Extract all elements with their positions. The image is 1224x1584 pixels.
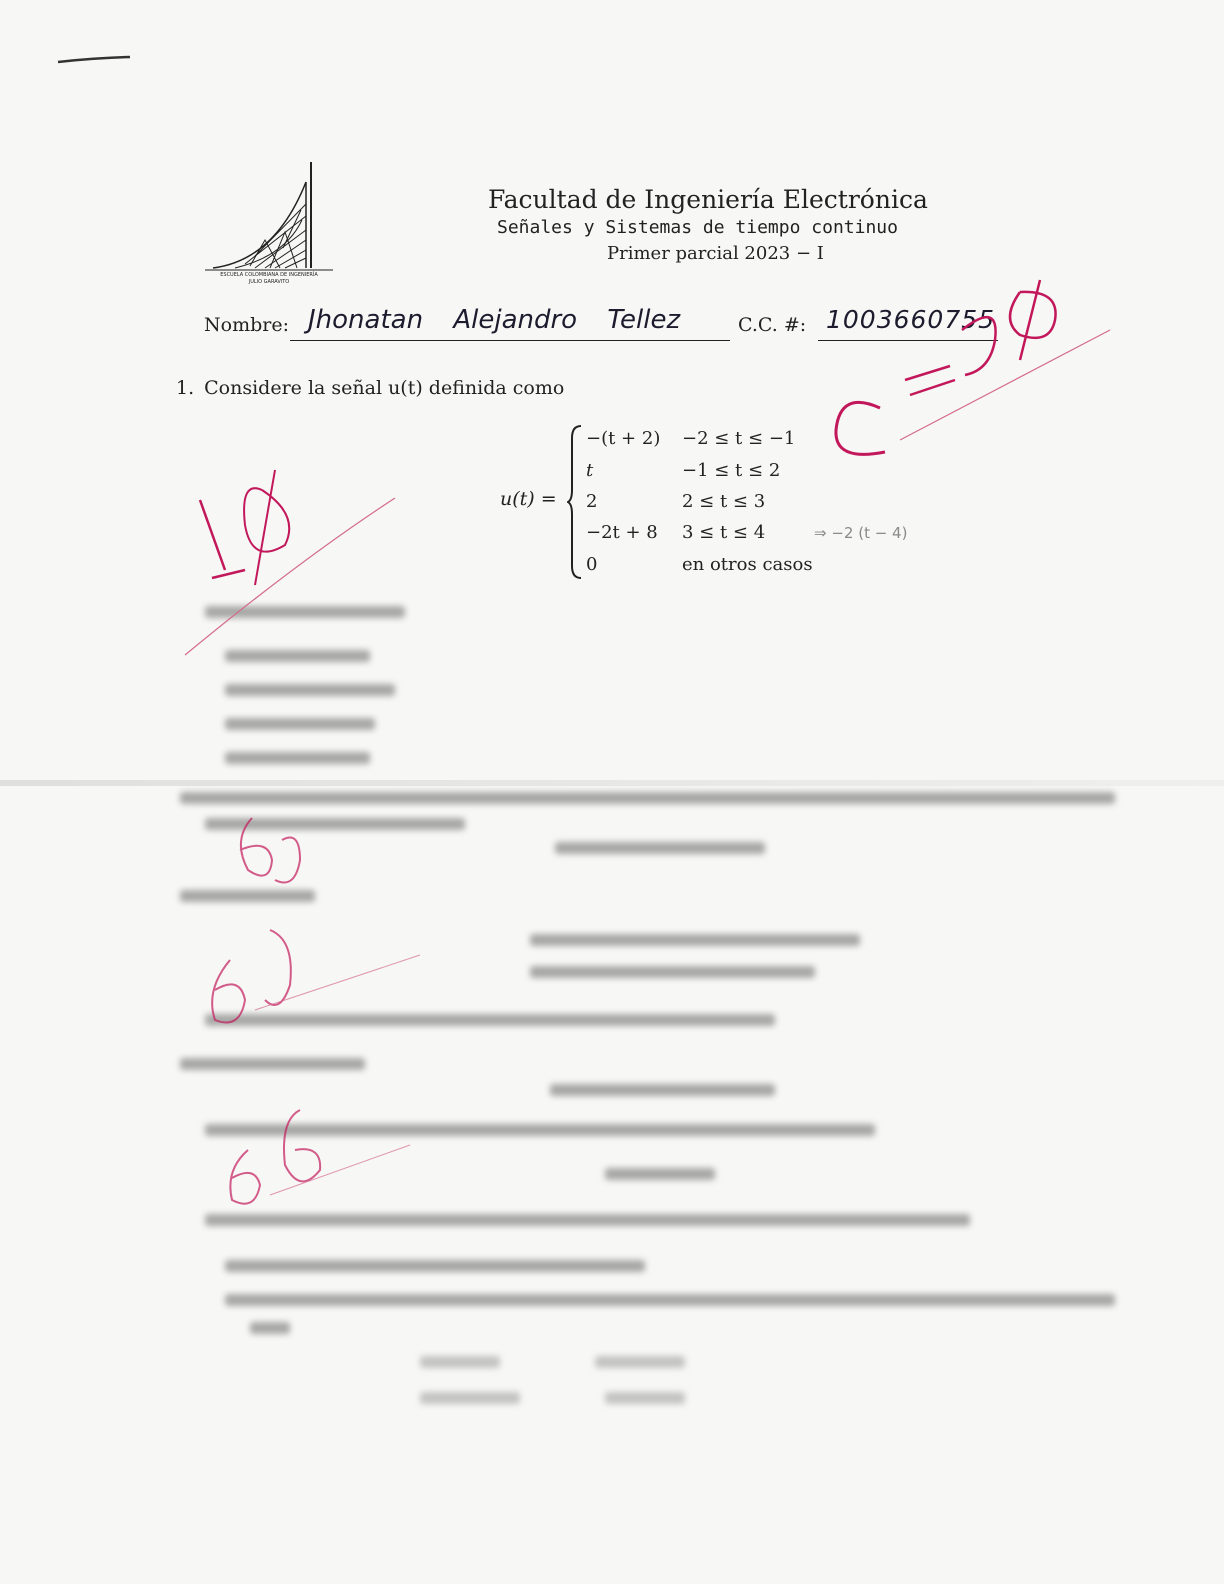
logo-text-line2: JULIO GARAVITO: [248, 279, 290, 285]
case-cond-4: 3 ≤ t ≤ 4: [682, 522, 766, 543]
case-expr-4: −2t + 8: [586, 522, 658, 543]
case-expr-2: t: [586, 460, 594, 481]
case-expr-1: −(t + 2): [586, 428, 661, 449]
pen-dash: [58, 57, 130, 62]
name-label: Nombre:: [204, 314, 289, 336]
student-name: Jhonatan Alejandro Tellez: [308, 305, 681, 335]
q3-grade-mark: [212, 930, 291, 1023]
grade-digit-mark: [962, 317, 996, 375]
equals-mark: [905, 366, 955, 395]
case-cond-1: −2 ≤ t ≤ −1: [682, 428, 796, 449]
q2-grade-mark: [240, 818, 300, 883]
id-label: C.C. #:: [738, 314, 807, 336]
student-id: 1003660755: [826, 305, 996, 334]
logo-text-line1: ESCUELA COLOMBIANA DE INGENIERÍA: [220, 272, 318, 278]
handwritten-note: ⇒ −2 (t − 4): [814, 524, 908, 542]
q3-slash: [255, 955, 420, 1010]
q1-grade-zero: [244, 470, 289, 585]
course-subtitle: Señales y Sistemas de tiempo continuo: [497, 217, 898, 238]
q4-slash: [270, 1145, 410, 1195]
case-cond-3: 2 ≤ t ≤ 3: [682, 491, 766, 512]
grade-zero-mark: [1010, 280, 1056, 360]
question-text: Considere la señal u(t) definida como: [204, 377, 565, 399]
case-expr-5: 0: [586, 554, 598, 575]
case-expr-3: 2: [586, 491, 598, 512]
q4-grade-mark: [230, 1110, 320, 1204]
case-cond-5: en otros casos: [682, 554, 813, 575]
q1-grade-mark: [200, 500, 245, 578]
question-number: 1.: [176, 377, 195, 399]
grade-slash: [900, 330, 1110, 440]
case-cond-2: −1 ≤ t ≤ 2: [682, 460, 781, 481]
piecewise-lhs: u(t) =: [500, 488, 557, 510]
exam-name: Primer parcial 2023 − I: [607, 243, 824, 264]
grade-letter-mark: [836, 402, 885, 454]
faculty-title: Facultad de Ingeniería Electrónica: [488, 185, 928, 214]
